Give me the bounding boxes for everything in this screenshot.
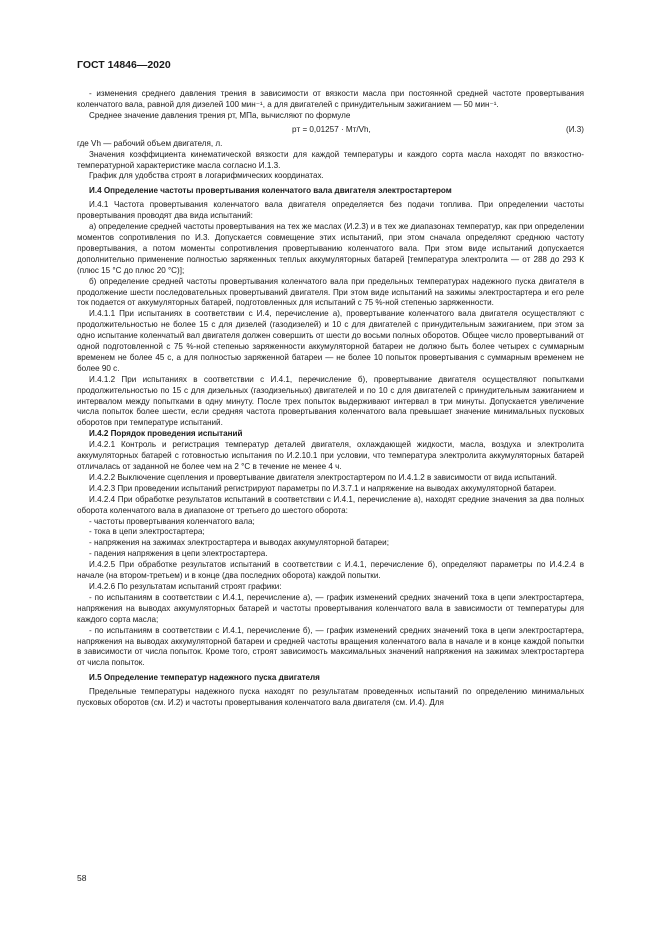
paragraph: И.4.2.6 По результатам испытаний строят графики:	[89, 581, 282, 591]
section-heading-i4: И.4 Определение частоты провертывания коленчатого вала двигателя электростартером	[89, 186, 452, 196]
formula-expression: pт = 0,01257 · Mт/Vh,	[292, 124, 371, 134]
paragraph: б) определение средней частоты провертывания коленчатого вала при предельных температурах надежного пуска двигателя в продолжение шести последовательных провертываний двигателя. При этом виде испытаний на зажимы электростартера и его реле ток подается от аккумуляторных батарей, подготовленных для испытаний с 75 %-ной степенью заряженности.	[77, 276, 584, 308]
paragraph: График для удобства строят в логарифмических координатах.	[89, 171, 324, 181]
paragraph: И.4.2.2 Выключение сцепления и провертывание двигателя электростартером по И.4.1.2 в зависимости от вида испытаний.	[89, 472, 557, 482]
subsection-heading-i4-2: И.4.2 Порядок проведения испытаний	[89, 429, 243, 439]
paragraph: - изменения среднего давления трения в зависимости от вязкости масла при постоянной средней частоте провертывания коленчатого вала, равной для дизелей 100 мин⁻¹, а для двигателей с принудительным зажиганием — 50 мин⁻¹.	[77, 89, 584, 109]
list-item: - напряжения на зажимах электростартера и выводах аккумуляторной батареи;	[89, 538, 389, 548]
list-item: - частоты провертывания коленчатого вала;	[89, 516, 255, 526]
paragraph: Значения коэффициента кинематической вязкости для каждой температуры и каждого сорта масла находят по вязкостно-температурной характеристике масла согласно И.1.3.	[77, 149, 584, 170]
paragraph: И.4.1.1 При испытаниях в соответствии с И.4, перечисление а), провертывание коленчатого вала двигателя осуществляют с продолжительностью не более 15 с для дизелей (газодизелей) и 10 с для двигателей с принудительным зажиганием, при этом за одно испытание коленчатый вал двигателя должен совершить от шести до восьми полных оборотов. Общее число провертываний от одной подготовленной с 75 %-ной степенью заряженности аккумуляторной батареи не должно быть более четырех с суммарным временем не более 45 с, а для полностью заряженной батареи — не более 10 попыток провертывания с суммарным временем не более 90 с.	[77, 309, 584, 373]
paragraph: - по испытаниям в соответствии с И.4.1, перечисление б), — график изменений средних значений тока в цепи электростартера, напряжения на выводах аккумуляторной батареи и средней частоты вращения коленчатого вала в начале и в конце каждой попытки в зависимости от числа попыток. Кроме того, строят зависимость максимальных значений напряжения на зажимах электростартера от числа попыток.	[77, 625, 584, 668]
list-item: - тока в цепи электростартера;	[89, 527, 205, 537]
page-number: 58	[77, 873, 87, 883]
paragraph: И.4.2.5 При обработке результатов испытаний в соответствии с И.4.1, перечисление б), определяют параметры по И.4.2.4 в начале (на втором-третьем) и в конце (два последних оборота) каждой попытки.	[77, 560, 584, 581]
section-heading-i5: И.5 Определение температур надежного пуска двигателя	[89, 673, 320, 683]
formula-block	[77, 123, 584, 137]
document-header: ГОСТ 14846—2020	[77, 59, 171, 71]
paragraph: Предельные температуры надежного пуска находят по результатам проведенных испытаний по определению минимальных пусковых оборотов (см. И.2) и частоты провертывания коленчатого вала двигателя (см. И.4). Для	[77, 687, 584, 708]
paragraph: И.4.1.2 При испытаниях в соответствии с И.4.1, перечисление б), провертывание двигателя осуществляют попытками продолжительностью по 15 с для дизельных (газодизельных) двигателей и по 10 с для двигателей с принудительным зажиганием и интервалом между попытками в одну минуту. После трех попыток выдерживают интервал в три минуты. Допускается увеличение числа попыток более шести, если средняя частота провертывания коленчатого вала превышает значение минимальных пусковых оборотов при температуре испытаний.	[77, 374, 584, 428]
paragraph: И.4.1 Частота провертывания коленчатого вала двигателя определяется без подачи топлива. При определении частоты провертывания проводят два вида испытаний:	[77, 200, 584, 221]
formula-number: (И.3)	[566, 124, 584, 134]
paragraph: Среднее значение давления трения pт, МПа, вычисляют по формуле	[89, 110, 351, 120]
paragraph: И.4.2.3 При проведении испытаний регистрируют параметры по И.3.7.1 и напряжение на выводах аккумуляторной батареи.	[89, 483, 557, 493]
paragraph: где Vh — рабочий объем двигателя, л.	[77, 138, 223, 148]
document-body	[77, 89, 584, 709]
paragraph: И.4.2.4 При обработке результатов испытаний в соответствии с И.4.1, перечисление а), находят средние значения за два полных оборота коленчатого вала в диапазоне от третьего до шестого оборота:	[77, 494, 584, 515]
paragraph: а) определение средней частоты провертывания на тех же маслах (И.2.3) и в тех же диапазонах температур, как при определении моментов сопротивления по И.3. Допускается совмещение этих испытаний, при этом сначала определяют среднюю частоту провертывания, а потом моменты сопротивления провертыванию коленчатого вала. При этом виде испытаний допускается дополнительно применение полностью заряженных теплых аккумуляторных батарей [температура электролита — от 288 до 293 К (плюс 15 °С до плюс 20 °С)];	[77, 222, 584, 275]
paragraph: - по испытаниям в соответствии с И.4.1, перечисление а), — график изменений средних значений тока в цепи электростартера, напряжения на выводах аккумуляторных батарей и частоты провертывания коленчатого вала в зависимости от температуры для каждого сорта масла;	[77, 592, 584, 624]
paragraph: И.4.2.1 Контроль и регистрация температур деталей двигателя, охлаждающей жидкости, масла, воздуха и электролита аккумуляторных батарей с готовностью испытания по И.2.10.1 при условии, что температура электролита аккумуляторных батарей отличалась от заданной не более чем на 2 °С в течение не менее 4 ч.	[77, 440, 584, 471]
list-item: - падения напряжения в цепи электростартера.	[89, 549, 268, 559]
